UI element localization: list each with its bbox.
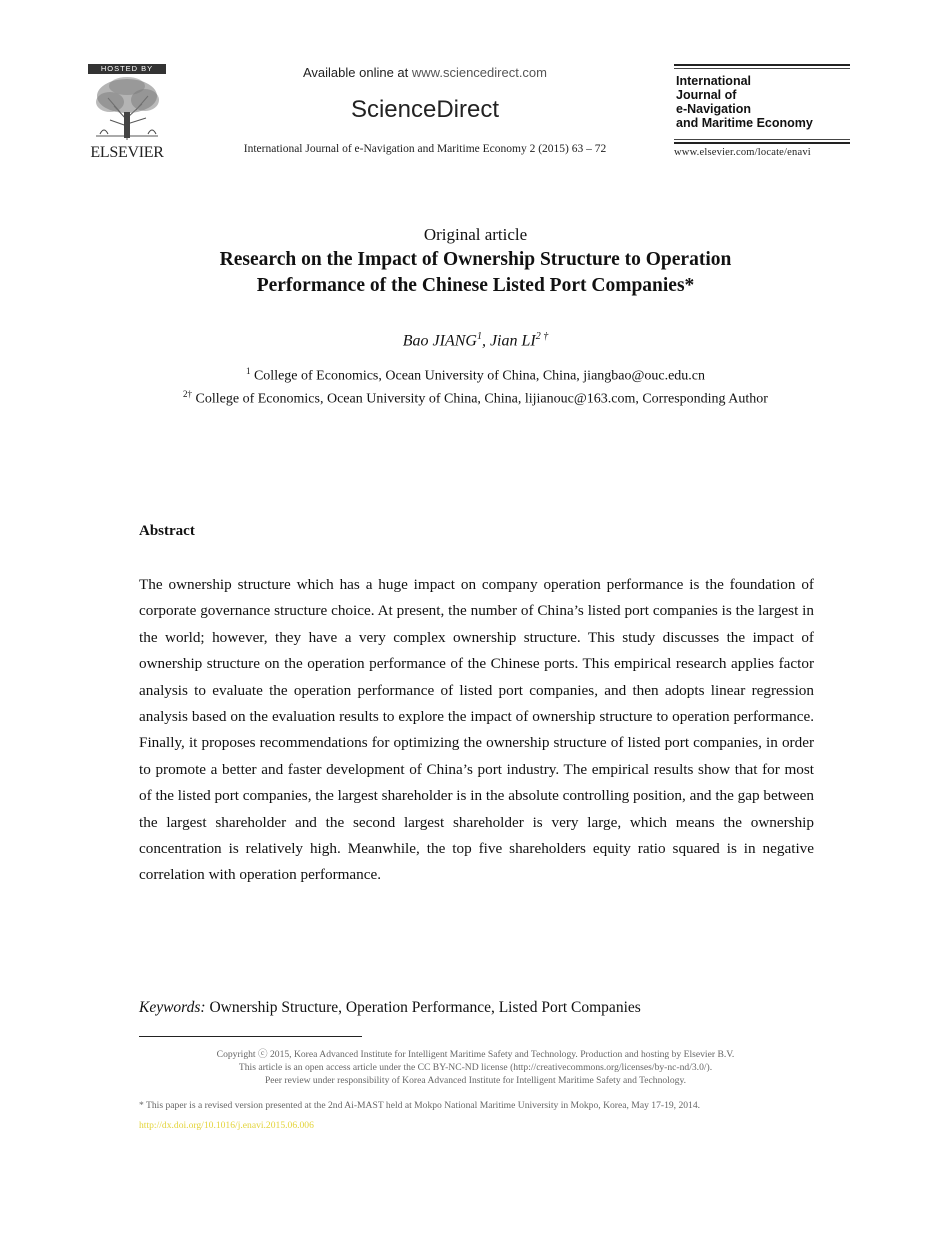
journal-rule-top-thin xyxy=(674,68,850,69)
author-list xyxy=(0,331,925,350)
journal-name-line: e-Navigation xyxy=(676,102,752,116)
available-prefix: Available online at xyxy=(302,65,412,80)
journal-rule-mid xyxy=(674,142,850,144)
keywords xyxy=(139,999,641,1017)
author-mark: 1 xyxy=(476,331,482,342)
affiliation-text: College of Economics, Ocean University of China, China, lijianouc@163.com, Corresponding Author xyxy=(192,391,768,407)
peer-review-note: Peer review under responsibility of Korea Advanced Institute for Intelligent Maritime Safety and Technology. xyxy=(264,1075,687,1086)
license-note: This article is an open access article under the CC BY-NC-ND license (http://creativecommons.org/licenses/by-nc-nd/3.0/). xyxy=(238,1062,713,1073)
journal-name-line: Journal of xyxy=(676,88,737,102)
author-mark: 2 † xyxy=(535,331,549,342)
elsevier-wordmark: ELSEVIER xyxy=(90,144,164,161)
author-name: Jian LI xyxy=(489,332,536,350)
footnote-divider xyxy=(139,1036,362,1037)
affiliation-mark: 1 xyxy=(245,366,251,376)
keywords-label: Keywords: xyxy=(139,999,206,1016)
sciencedirect-link[interactable]: www.sciencedirect.com xyxy=(411,65,547,80)
abstract-body: The ownership structure which has a huge impact on company operation performance is the foundation of corporate governance structure choice. At present, the number of China’s listed port companies is the largest in the world; however, they have a very complex ownership structure. This study discusses the impact of ownership structure on the operation performance of the Chinese ports. This empirical research applies factor analysis to evaluate the operation performance of listed port companies, and then adopts linear regression analysis based on the evaluation results to explore the impact of ownership structure to operation performance. Finally, it proposes recommendations for optimizing the ownership structure of listed port companies, in order to promote a better and faster development of China’s port industry. The empirical results show that for most of the listed port companies, the largest shareholder is in the absolute controlling position, and the gap between the largest shareholder and the second largest shareholder is very large, which means the ownership concentration is relatively high. Meanwhile, the top five shareholders equity ratio squared is in negative correlation with operation performance. xyxy=(139,576,814,884)
elsevier-logo xyxy=(88,64,166,160)
elsevier-tree-icon xyxy=(90,76,164,142)
affiliation-mark: 2† xyxy=(183,389,193,399)
journal-rule-top xyxy=(674,64,850,66)
journal-rule-mid-thin xyxy=(674,139,850,140)
doi-link[interactable]: http://dx.doi.org/10.1016/j.enavi.2015.06.006 xyxy=(139,1120,314,1131)
article-title-line: Research on the Impact of Ownership Structure to Operation xyxy=(219,249,732,270)
hosted-by-label: HOSTED BY xyxy=(88,64,166,74)
abstract-heading: Abstract xyxy=(139,523,195,539)
revised-version-note: * This paper is a revised version presented at the 2nd Ai-MAST held at Mokpo National Maritime University in Mokpo, Korea, May 17-19, 2014. xyxy=(139,1100,701,1111)
journal-url[interactable]: www.elsevier.com/locate/enavi xyxy=(674,147,811,158)
article-type: Original article xyxy=(423,225,528,244)
journal-name-line: and Maritime Economy xyxy=(676,116,813,130)
author-separator: , xyxy=(481,332,490,350)
journal-name xyxy=(676,74,852,130)
article-title-line: Performance of the Chinese Listed Port Companies* xyxy=(256,275,695,296)
available-online xyxy=(260,65,590,80)
affiliation xyxy=(0,366,925,385)
author-name: Bao JIANG xyxy=(402,332,477,350)
affiliation xyxy=(0,389,925,408)
affiliation-text: College of Economics, Ocean University of China, China, jiangbao@ouc.edu.cn xyxy=(250,368,706,384)
journal-reference: International Journal of e-Navigation and Maritime Economy 2 (2015) 63 – 72 xyxy=(243,143,607,155)
keywords-value: Ownership Structure, Operation Performance, Listed Port Companies xyxy=(205,999,641,1016)
copyright-note: Copyright ⓒ 2015, Korea Advanced Institute for Intelligent Maritime Safety and Technology. Production and hosting by Elsevier B.V. xyxy=(216,1049,735,1060)
journal-name-line: International xyxy=(676,74,752,88)
article-title xyxy=(100,247,851,299)
sciencedirect-title: ScienceDirect xyxy=(350,96,500,123)
